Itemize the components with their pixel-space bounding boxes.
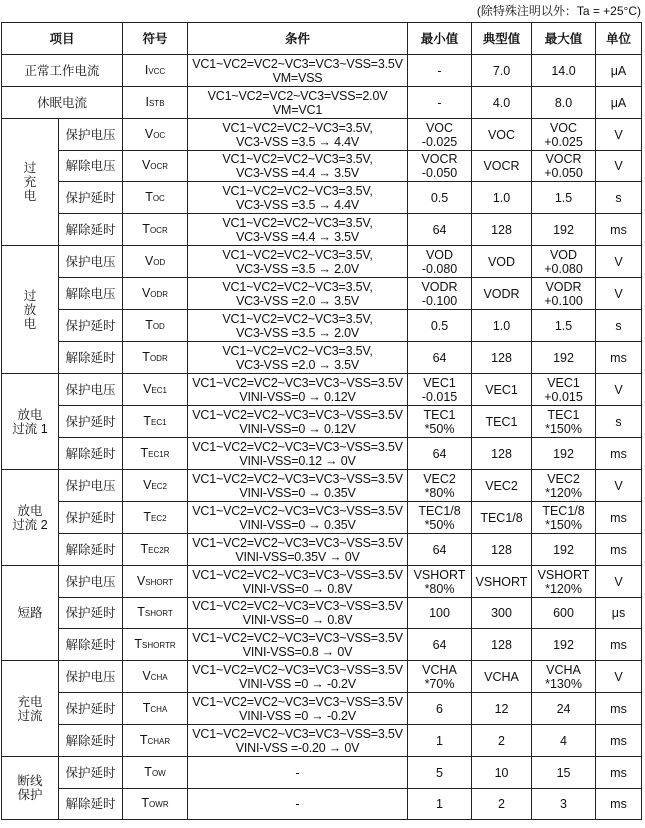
symbol: TSHORT <box>137 605 173 619</box>
symbol-cell <box>123 629 188 661</box>
unit-value: ms <box>596 342 642 374</box>
header-condition: 条件 <box>188 23 408 55</box>
table-row <box>2 725 642 757</box>
typ-value: VEC1 <box>472 374 532 406</box>
item-label: 保护电压 <box>59 566 123 598</box>
symbol-cell <box>123 470 188 502</box>
symbol: VEC1 <box>143 381 167 396</box>
item-label: 解除延时 <box>59 534 123 566</box>
min-value: 5 <box>408 757 472 789</box>
max-value: VOC +0.025 <box>532 119 596 151</box>
typ-value: TEC1/8 <box>472 502 532 534</box>
symbol-cell <box>123 566 188 598</box>
symbol-cell <box>123 725 188 757</box>
min-value: 64 <box>408 214 472 246</box>
unit-value: ms <box>596 438 642 470</box>
min-value: VSHORT *80% <box>408 566 472 598</box>
min-value: VOCR -0.050 <box>408 151 472 182</box>
max-value: 3 <box>532 789 596 820</box>
symbol-cell <box>123 661 188 693</box>
unit-value: V <box>596 151 642 182</box>
symbol: VOD <box>144 253 166 268</box>
item-label: 保护延时 <box>59 182 123 214</box>
symbol: TOC <box>145 189 165 204</box>
min-value: VODR -0.100 <box>408 278 472 310</box>
min-value: 64 <box>408 438 472 470</box>
unit-value: ms <box>596 693 642 725</box>
condition-cell: VC1~VC2=VC2~VC3=VC3~VSS=3.5V VINI-VSS=0 → 0.8V <box>188 566 408 598</box>
min-value: 1 <box>408 725 472 757</box>
group-label: 放电 过流 2 <box>2 470 59 566</box>
typ-value: VOD <box>472 246 532 278</box>
condition-cell: VC1~VC2=VC2~VC3=VC3~VSS=3.5V VINI-VSS=0 → 0.35V <box>188 502 408 534</box>
max-value: 192 <box>532 534 596 566</box>
unit-value: ms <box>596 757 642 789</box>
min-value: 64 <box>408 534 472 566</box>
min-value: VOC -0.025 <box>408 119 472 151</box>
header-symbol: 符号 <box>123 23 188 55</box>
item-label: 解除延时 <box>59 629 123 661</box>
unit-value: s <box>596 406 642 438</box>
item-label: 解除延时 <box>59 342 123 374</box>
symbol: VOC <box>144 126 166 141</box>
item-label: 保护电压 <box>59 374 123 406</box>
symbol-cell <box>123 87 188 119</box>
table-row <box>2 342 642 374</box>
max-value: 192 <box>532 438 596 470</box>
typ-value: 1.0 <box>472 182 532 214</box>
min-value: 0.5 <box>408 310 472 342</box>
unit-value: V <box>596 374 642 406</box>
condition-cell: VC1~VC2=VC2~VC3=VC3~VSS=3.5V VINI-VSS =0 → -0.2V <box>188 661 408 693</box>
unit-value: μA <box>596 55 642 87</box>
condition-cell: VC1~VC2=VC2~VC3=3.5V, VC3-VSS =2.0 → 3.5V <box>188 342 408 374</box>
group-label: 过 放 电 <box>2 246 59 374</box>
unit-value: μs <box>596 598 642 629</box>
table-row <box>2 470 642 502</box>
max-value: 8.0 <box>532 87 596 119</box>
table-row <box>2 119 642 151</box>
table-row <box>2 278 642 310</box>
min-value: VEC2 *80% <box>408 470 472 502</box>
item-label: 保护延时 <box>59 757 123 789</box>
item-label: 保护延时 <box>59 502 123 534</box>
max-value: VOD +0.080 <box>532 246 596 278</box>
table-row <box>2 406 642 438</box>
symbol-cell <box>123 598 188 629</box>
min-value: TEC1/8 *50% <box>408 502 472 534</box>
item-label: 解除延时 <box>59 725 123 757</box>
condition-cell: - <box>188 757 408 789</box>
item-label: 保护延时 <box>59 598 123 629</box>
symbol-cell <box>123 55 188 87</box>
typ-value: VEC2 <box>472 470 532 502</box>
max-value: 192 <box>532 214 596 246</box>
header-unit: 单位 <box>596 23 642 55</box>
condition-cell: VC1~VC2=VC2~VC3=3.5V, VC3-VSS =3.5 → 4.4V <box>188 182 408 214</box>
condition-cell: VC1~VC2=VC2~VC3=3.5V, VC3-VSS =3.5 → 2.0V <box>188 246 408 278</box>
typ-value: 128 <box>472 342 532 374</box>
max-value: 15 <box>532 757 596 789</box>
item-label: 休眠电流 <box>2 87 123 119</box>
symbol: VODR <box>141 285 169 300</box>
min-value: - <box>408 87 472 119</box>
unit-value: ms <box>596 534 642 566</box>
symbol: TEC1 <box>143 413 167 428</box>
item-label: 保护电压 <box>59 470 123 502</box>
header-typ: 典型值 <box>472 23 532 55</box>
table-row <box>2 534 642 566</box>
table-row <box>2 629 642 661</box>
typ-value: 300 <box>472 598 532 629</box>
symbol: TCHAR <box>139 732 171 747</box>
unit-value: V <box>596 566 642 598</box>
symbol-cell <box>123 119 188 151</box>
condition-cell: VC1~VC2=VC2~VC3=VC3~VSS=3.5V VINI-VSS=0.35V → 0V <box>188 534 408 566</box>
min-value: VOD -0.080 <box>408 246 472 278</box>
unit-value: s <box>596 310 642 342</box>
max-value: 192 <box>532 629 596 661</box>
condition-cell: VC1~VC2=VC2~VC3=VC3~VSS=3.5V VINI-VSS=0 → 0.8V <box>188 598 408 629</box>
item-label: 解除延时 <box>59 438 123 470</box>
table-row <box>2 502 642 534</box>
symbol: TOD <box>145 317 165 332</box>
item-label: 保护电压 <box>59 246 123 278</box>
table-row <box>2 246 642 278</box>
typ-value: 1.0 <box>472 310 532 342</box>
max-value: TEC1/8 *150% <box>532 502 596 534</box>
condition-cell: VC1~VC2=VC2~VC3=VC3~VSS=3.5V VM=VSS <box>188 55 408 87</box>
table-row <box>2 789 642 820</box>
condition-cell: VC1~VC2=VC2~VC3=VC3~VSS=3.5V VINI-VSS=0.12 → 0V <box>188 438 408 470</box>
unit-value: ms <box>596 502 642 534</box>
symbol-cell <box>123 182 188 214</box>
symbol-cell <box>123 438 188 470</box>
min-value: 64 <box>408 342 472 374</box>
condition-cell: VC1~VC2=VC2~VC3=3.5V, VC3-VSS =3.5 → 4.4V <box>188 119 408 151</box>
condition-cell: VC1~VC2=VC2~VC3=VC3~VSS=3.5V VINI-VSS=0 → 0.12V <box>188 406 408 438</box>
symbol-cell <box>123 374 188 406</box>
table-row <box>2 214 642 246</box>
condition-cell: VC1~VC2=VC2~VC3=VC3~VSS=3.5V VINI-VSS=0 → 0.12V <box>188 374 408 406</box>
symbol-cell <box>123 757 188 789</box>
typ-value: VOC <box>472 119 532 151</box>
min-value: TEC1 *50% <box>408 406 472 438</box>
symbol: TOWR <box>141 796 169 810</box>
table-row <box>2 374 642 406</box>
symbol: TEC1R <box>140 445 170 460</box>
max-value: 1.5 <box>532 310 596 342</box>
condition-cell: - <box>188 789 408 820</box>
condition-cell: VC1~VC2=VC2~VC3=VC3~VSS=3.5V VINI-VSS =0 → -0.2V <box>188 693 408 725</box>
typ-value: 2 <box>472 725 532 757</box>
table-row <box>2 566 642 598</box>
table-row <box>2 151 642 182</box>
max-value: VSHORT *120% <box>532 566 596 598</box>
symbol: VEC2 <box>143 477 167 492</box>
table-body <box>2 55 642 820</box>
max-value: 14.0 <box>532 55 596 87</box>
typ-value: 128 <box>472 534 532 566</box>
condition-cell: VC1~VC2=VC2~VC3=VSS=2.0V VM=VC1 <box>188 87 408 119</box>
max-value: VEC1 +0.015 <box>532 374 596 406</box>
group-label: 充电 过流 <box>2 661 59 757</box>
symbol-cell <box>123 246 188 278</box>
symbol-cell <box>123 278 188 310</box>
temperature-note: (除特殊注明以外：Ta = +25°C) <box>476 4 641 18</box>
condition-cell: VC1~VC2=VC2~VC3=VC3~VSS=3.5V VINI-VSS=0.8 → 0V <box>188 629 408 661</box>
table-row <box>2 757 642 789</box>
electrical-characteristics-table <box>1 22 642 820</box>
item-label: 解除延时 <box>59 789 123 820</box>
item-label: 正常工作电流 <box>2 55 123 87</box>
table-row <box>2 87 642 119</box>
symbol-cell <box>123 693 188 725</box>
item-label: 保护电压 <box>59 119 123 151</box>
item-label: 保护电压 <box>59 661 123 693</box>
condition-cell: VC1~VC2=VC2~VC3=VC3~VSS=3.5V VINI-VSS =-0.20 → 0V <box>188 725 408 757</box>
min-value: 1 <box>408 789 472 820</box>
unit-value: ms <box>596 789 642 820</box>
table-row <box>2 598 642 629</box>
table-row <box>2 182 642 214</box>
max-value: VEC2 *120% <box>532 470 596 502</box>
item-label: 保护延时 <box>59 406 123 438</box>
table-row <box>2 55 642 87</box>
unit-value: V <box>596 470 642 502</box>
table-row <box>2 693 642 725</box>
symbol: TOW <box>144 764 166 779</box>
unit-value: V <box>596 119 642 151</box>
min-value: 0.5 <box>408 182 472 214</box>
item-label: 保护延时 <box>59 693 123 725</box>
min-value: 6 <box>408 693 472 725</box>
symbol: TCHA <box>142 700 168 715</box>
symbol: TOCR <box>142 221 168 236</box>
max-value: 1.5 <box>532 182 596 214</box>
max-value: VCHA *130% <box>532 661 596 693</box>
unit-value: V <box>596 278 642 310</box>
symbol: VSHORT <box>136 573 174 588</box>
table-row <box>2 438 642 470</box>
symbol: TEC2R <box>140 541 170 556</box>
symbol-cell <box>123 534 188 566</box>
typ-value: 4.0 <box>472 87 532 119</box>
symbol: IVCC <box>144 62 166 77</box>
header-item: 项目 <box>2 23 123 55</box>
max-value: VODR +0.100 <box>532 278 596 310</box>
unit-value: ms <box>596 725 642 757</box>
min-value: VEC1 -0.015 <box>408 374 472 406</box>
symbol: TSHORTR <box>134 636 176 651</box>
group-label: 断线 保护 <box>2 757 59 820</box>
typ-value: 2 <box>472 789 532 820</box>
max-value: VOCR +0.050 <box>532 151 596 182</box>
min-value: VCHA *70% <box>408 661 472 693</box>
typ-value: VSHORT <box>472 566 532 598</box>
symbol: VCHA <box>142 668 168 683</box>
symbol: TODR <box>142 349 168 364</box>
condition-cell: VC1~VC2=VC2~VC3=VC3~VSS=3.5V VINI-VSS=0 → 0.35V <box>188 470 408 502</box>
symbol-cell <box>123 502 188 534</box>
symbol-cell <box>123 342 188 374</box>
header-row <box>2 23 642 55</box>
typ-value: 128 <box>472 214 532 246</box>
typ-value: 128 <box>472 438 532 470</box>
min-value: - <box>408 55 472 87</box>
item-label: 保护延时 <box>59 310 123 342</box>
symbol-cell <box>123 406 188 438</box>
symbol-cell <box>123 151 188 182</box>
item-label: 解除延时 <box>59 214 123 246</box>
condition-cell: VC1~VC2=VC2~VC3=3.5V, VC3-VSS =4.4 → 3.5V <box>188 214 408 246</box>
condition-cell: VC1~VC2=VC2~VC3=3.5V, VC3-VSS =3.5 → 2.0V <box>188 310 408 342</box>
item-label: 解除电压 <box>59 151 123 182</box>
header-min: 最小值 <box>408 23 472 55</box>
typ-value: TEC1 <box>472 406 532 438</box>
typ-value: VOCR <box>472 151 532 182</box>
typ-value: 12 <box>472 693 532 725</box>
symbol-cell <box>123 310 188 342</box>
typ-value: VCHA <box>472 661 532 693</box>
min-value: 64 <box>408 629 472 661</box>
table-row <box>2 310 642 342</box>
min-value: 100 <box>408 598 472 629</box>
typ-value: 10 <box>472 757 532 789</box>
unit-value: V <box>596 246 642 278</box>
symbol: VOCR <box>141 158 169 172</box>
typ-value: VODR <box>472 278 532 310</box>
unit-value: ms <box>596 629 642 661</box>
table-row <box>2 661 642 693</box>
group-label: 短路 <box>2 566 59 661</box>
max-value: 24 <box>532 693 596 725</box>
item-label: 解除电压 <box>59 278 123 310</box>
max-value: TEC1 *150% <box>532 406 596 438</box>
group-label: 放电 过流 1 <box>2 374 59 470</box>
max-value: 192 <box>532 342 596 374</box>
symbol-cell <box>123 789 188 820</box>
symbol-cell <box>123 214 188 246</box>
symbol: TEC2 <box>143 509 167 524</box>
condition-cell: VC1~VC2=VC2~VC3=3.5V, VC3-VSS =4.4 → 3.5V <box>188 151 408 182</box>
header-max: 最大值 <box>532 23 596 55</box>
unit-value: μA <box>596 87 642 119</box>
typ-value: 7.0 <box>472 55 532 87</box>
max-value: 4 <box>532 725 596 757</box>
max-value: 600 <box>532 598 596 629</box>
unit-value: s <box>596 182 642 214</box>
unit-value: ms <box>596 214 642 246</box>
unit-value: V <box>596 661 642 693</box>
group-label: 过 充 电 <box>2 119 59 246</box>
symbol: ISTB <box>145 94 165 109</box>
typ-value: 128 <box>472 629 532 661</box>
condition-cell: VC1~VC2=VC2~VC3=3.5V, VC3-VSS =2.0 → 3.5V <box>188 278 408 310</box>
